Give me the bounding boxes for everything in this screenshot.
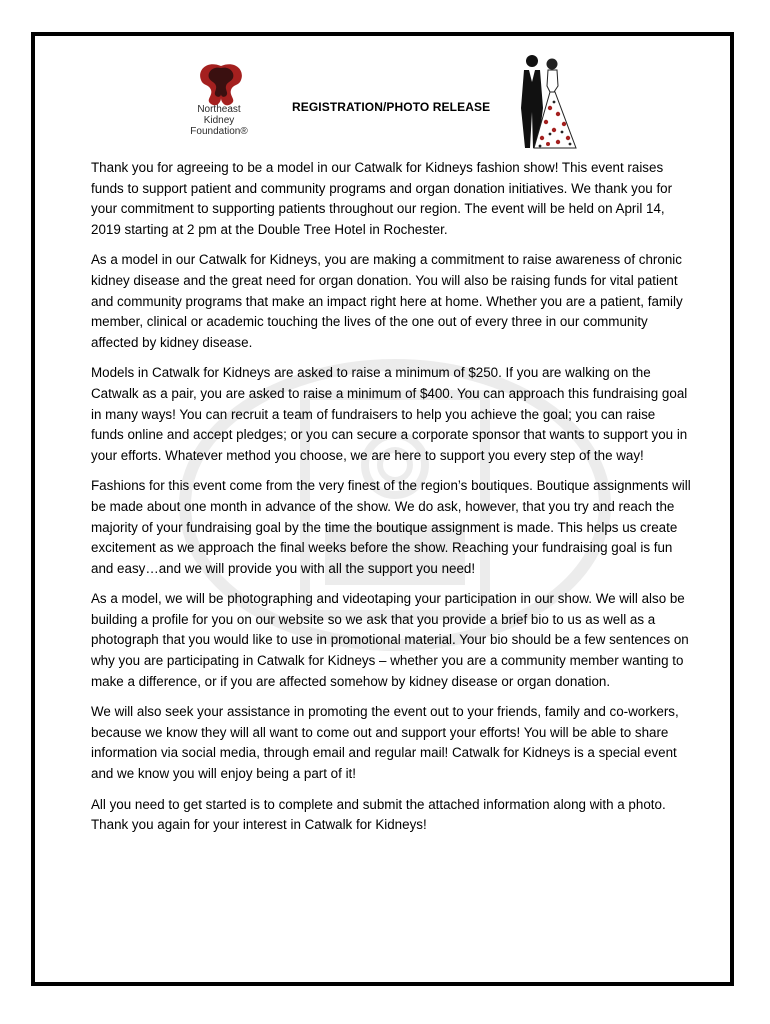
foundation-name xyxy=(186,104,252,137)
foundation-name-line: Kidney xyxy=(203,115,235,126)
page-title: REGISTRATION/PHOTO RELEASE xyxy=(292,100,491,114)
paragraph: As a model, we will be photographing and videotaping your participation in our show. We will also be building a profile for you on our website so we ask that you provide a brief bio to us as well as a photograph that you would like to use in promotional material. Your bio should be a few sentences on why you are participating in Catwalk for Kidneys – whether you are a community member wanting to make a difference, or if you are affected somehow by kidney disease or organ donation. xyxy=(91,591,689,689)
paragraph: All you need to get started is to complete and submit the attached information along with a photo. Thank you again for your interest in Catwalk for Kidneys! xyxy=(91,796,666,833)
document-body xyxy=(91,158,691,846)
paragraph: Fashions for this event come from the very finest of the region’s boutiques. Boutique assignments will be made about one month in advance of the show. We do ask, however, that you try and reach the majority of your fundraising goal by the time the boutique assignment is made. This helps us create excitement as we approach the final weeks before the show. Reaching your fundraising goal is fun and easy…and we will provide you with all the support you need! xyxy=(91,478,691,576)
paragraph: Thank you for agreeing to be a model in our Catwalk for Kidneys fashion show! This event raises funds to support patient and community programs and organ donation initiatives. We thank you for your commitment to supporting patients throughout our region. The event will be held on April 14, 2019 starting at 2 pm at the Double Tree Hotel in Rochester. xyxy=(91,160,673,237)
paragraph: Models in Catwalk for Kidneys are asked to raise a minimum of $250. If you are walking on the Catwalk as a pair, you are asked to raise a minimum of $400. You can approach this fundraising goal in many ways! You can recruit a team of fundraisers to help you achieve the goal; you can raise funds online and accept pledges; or you can secure a corporate sponsor that wants to support you in your efforts. Whatever method you choose, we are here to support you every step of the way! xyxy=(91,365,688,463)
paragraph: As a model in our Catwalk for Kidneys, you are making a commitment to raise awareness of chronic kidney disease and the great need for organ donation. You will also be raising funds for vital patient and community programs that make an impact right here at home. Whether you are a patient, family member, clinical or academic touching the lives of the one out of every three in our community affected by kidney disease. xyxy=(91,252,683,350)
foundation-name-line: Foundation® xyxy=(190,126,248,137)
couple-illustration-icon xyxy=(510,52,578,150)
paragraph: We will also seek your assistance in promoting the event out to your friends, family and co-workers, because we know they will all want to come out and support your efforts! You will be able to share information via social media, through email and regular mail! Catwalk for Kidneys is a special event and we know you will enjoy being a part of it! xyxy=(91,704,679,782)
foundation-name-line: Northeast xyxy=(197,104,241,115)
